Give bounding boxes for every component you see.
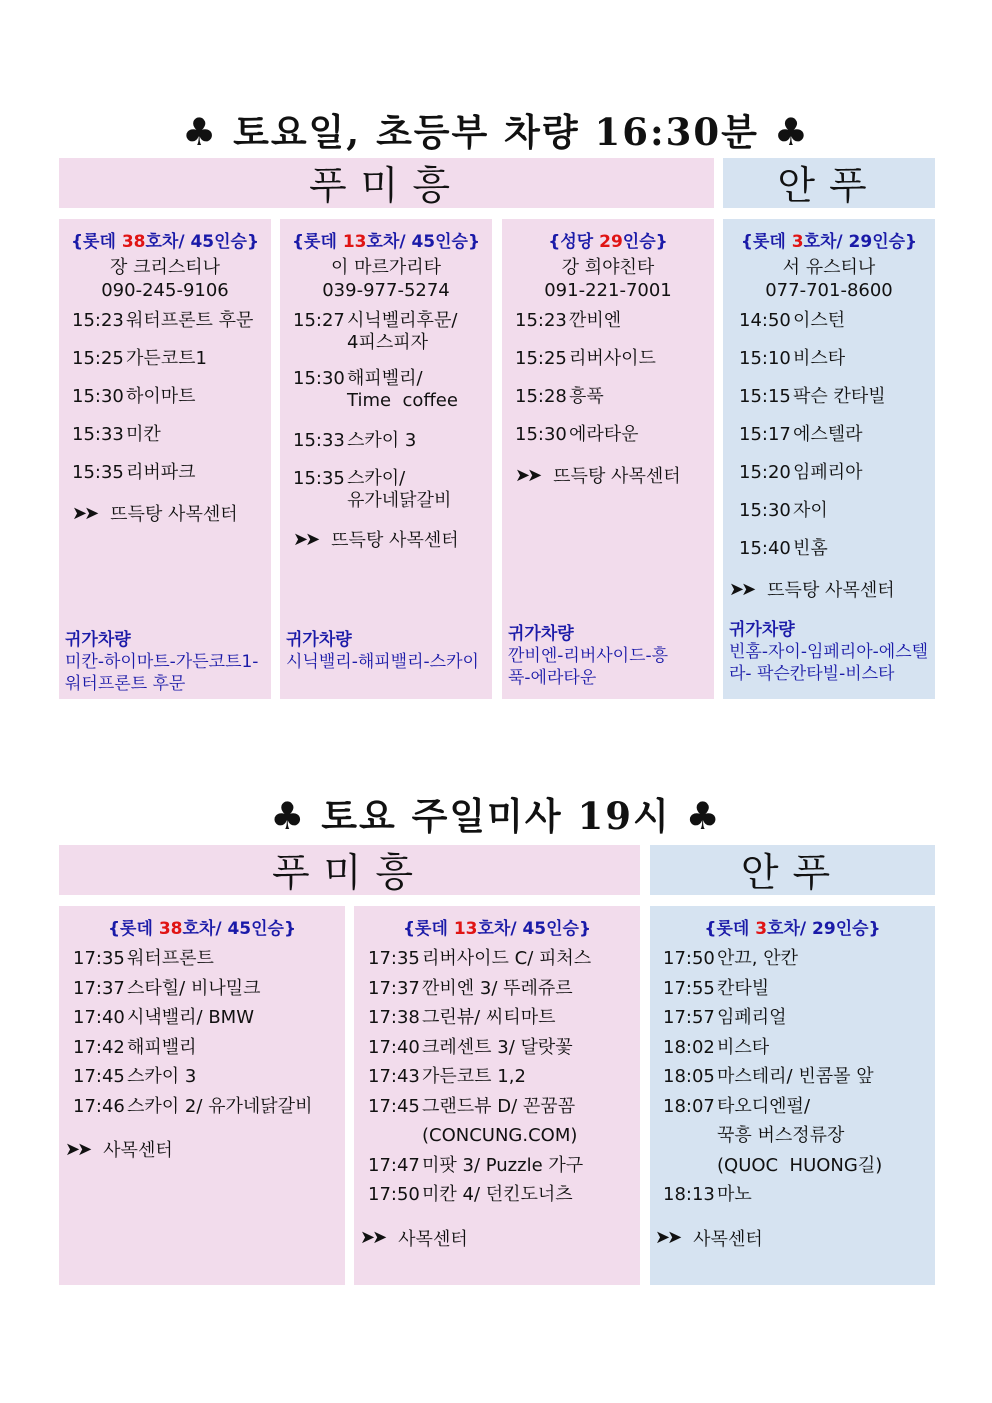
stop-row: 17:55 칸타빌	[663, 977, 770, 999]
driver-phone: 039-977-5274	[322, 280, 450, 301]
destination-row: ➤➤ 뜨득탕 사목센터	[729, 578, 895, 601]
stop-row: 14:50 이스턴	[739, 310, 846, 331]
header-right: 안푸	[723, 158, 935, 208]
bus-label: {롯데 13호차/ 45인승}	[291, 232, 481, 252]
stop-row: 15:23 깐비엔	[515, 310, 622, 331]
destination-row: ➤➤ 뜨득탕 사목센터	[515, 464, 681, 487]
double-arrow-icon: ➤➤	[360, 1227, 385, 1248]
stop-row: 17:50 미칸 4/ 던킨도너츠	[368, 1184, 573, 1205]
bus-label: {롯데 3호차/ 29인승}	[740, 232, 918, 252]
double-arrow-icon: ➤➤	[65, 1138, 90, 1160]
stop-row: 15:15 팍슨 칸타빌	[739, 386, 886, 407]
club-suit-icon: ♣	[685, 793, 722, 838]
double-arrow-icon: ➤➤	[293, 528, 318, 550]
stop-row: 15:30 에라타운	[515, 424, 639, 445]
driver-name: 강 희야친타	[561, 257, 655, 278]
club-suit-icon: ♣	[182, 109, 219, 154]
stop-row: 17:50 안끄, 안칸	[663, 948, 798, 969]
bus-label: {성당 29인승}	[548, 232, 668, 252]
section1-title: 토요일, 초등부 차량 16:30분	[233, 110, 759, 154]
stop-row: 18:02 비스타	[663, 1036, 770, 1058]
stop-row: 18:07 타오디엔펄/ 꾹흥 버스정류장 (QUOC HUONG길)	[663, 1095, 883, 1176]
double-arrow-icon: ➤➤	[72, 502, 97, 524]
stop-row: 15:30 자이	[739, 500, 828, 521]
bus-label: {롯데 38호차/ 45인승}	[107, 919, 297, 939]
section2-title: 토요 주일미사 19시	[321, 794, 671, 838]
stop-row: 17:45 그랜드뷰 D/ 꼰꿈꼼 (CONCUNG.COM)	[368, 1095, 578, 1146]
stop-row: 15:33 스카이 3	[293, 430, 417, 451]
bus-label: {롯데 3호차/ 29인승}	[704, 919, 881, 939]
return-route: 귀가차량 시닉밸리-해피밸리-스카이	[286, 630, 479, 672]
stop-row: 18:13 마노	[663, 1184, 752, 1205]
stop-row: 15:30 해피벨리/ Time coffee	[293, 368, 458, 411]
stop-row: 15:23 워터프론트 후문	[72, 310, 254, 331]
driver-phone: 077-701-8600	[765, 280, 893, 301]
mass-route-column-3	[650, 906, 935, 1285]
stop-row: 15:20 임페리아	[739, 462, 863, 483]
mass-route-column-1	[59, 906, 345, 1285]
route-column-3	[502, 219, 714, 699]
route-column-2	[280, 219, 492, 699]
stop-row: 15:28 흥푹	[515, 386, 604, 407]
section1-title-row	[0, 102, 992, 156]
stop-row: 17:38 그린뷰/ 씨티마트	[368, 1007, 556, 1028]
driver-phone: 091-221-7001	[544, 280, 672, 301]
mass-route-column-2	[354, 906, 640, 1285]
driver-name: 이 마르가리타	[330, 257, 442, 278]
stop-row: 17:37 스타힐/ 비나밀크	[73, 977, 261, 999]
destination-row: ➤➤ 사목센터	[65, 1138, 173, 1161]
driver-name: 장 크리스티나	[109, 257, 221, 278]
stop-row: 17:35 리버사이드 C/ 피처스	[368, 948, 592, 969]
return-route: 귀가차량 빈홈-자이-임페리아-에스텔라- 팍슨칸타빌-비스타	[729, 620, 929, 684]
stop-row: 17:35 워터프론트	[73, 948, 214, 969]
stop-row: 15:33 미칸	[72, 424, 161, 445]
stop-row: 17:45 스카이 3	[73, 1066, 197, 1087]
destination-row: ➤➤ 뜨득탕 사목센터	[293, 528, 459, 551]
header-left: 푸미흥	[59, 845, 640, 895]
club-suit-icon: ♣	[270, 793, 307, 838]
stop-row: 15:25 가든코트1	[72, 348, 208, 369]
driver-name: 서 유스티나	[782, 257, 876, 278]
double-arrow-icon: ➤➤	[655, 1227, 680, 1248]
stop-row: 15:17 에스텔라	[739, 424, 863, 445]
return-route: 귀가차량 깐비엔-리버사이드-흥푹-에라타운	[508, 624, 669, 688]
route-column-1	[59, 219, 271, 699]
route-column-4	[723, 219, 935, 699]
stop-row: 15:40 빈홈	[739, 538, 828, 559]
club-suit-icon: ♣	[773, 109, 810, 154]
section2-title-row	[0, 786, 992, 840]
stop-row: 17:46 스카이 2/ 유가네닭갈비	[73, 1095, 313, 1117]
header-left: 푸미흥	[59, 158, 714, 208]
double-arrow-icon: ➤➤	[515, 464, 540, 486]
header-right: 안푸	[650, 845, 935, 895]
double-arrow-icon: ➤➤	[729, 578, 754, 600]
stop-row: 15:35 스카이/ 유가네닭갈비	[293, 468, 452, 511]
stop-row: 15:35 리버파크	[72, 462, 196, 483]
bus-label: {롯데 13호차/ 45인승}	[402, 919, 592, 939]
stop-row: 17:47 미팟 3/ Puzzle 가구	[368, 1154, 584, 1176]
stop-row: 15:10 비스타	[739, 348, 846, 369]
bus-label: {롯데 38호차/ 45인승}	[70, 232, 260, 252]
stop-row: 15:25 리버사이드	[515, 348, 656, 369]
driver-phone: 090-245-9106	[101, 280, 229, 301]
destination-row: ➤➤ 사목센터	[360, 1227, 468, 1250]
destination-row: ➤➤ 뜨득탕 사목센터	[72, 502, 238, 525]
return-route: 귀가차량 미칸-하이마트-가든코트1-워터프론트 후문	[65, 630, 259, 694]
stop-row: 17:37 깐비엔 3/ 뚜레쥬르	[368, 977, 573, 999]
stop-row: 17:43 가든코트 1,2	[368, 1066, 526, 1087]
stop-row: 17:40 크레센트 3/ 달랏꽃	[368, 1036, 573, 1058]
stop-row: 17:42 해피밸리	[73, 1036, 197, 1058]
destination-row: ➤➤ 사목센터	[655, 1227, 763, 1250]
stop-row: 15:27 시닉벨리후문/ 4피스피자	[293, 310, 458, 353]
stop-row: 17:40 시낵밸리/ BMW	[73, 1007, 255, 1028]
stop-row: 17:57 임페리얼	[663, 1007, 787, 1028]
stop-row: 15:30 하이마트	[72, 386, 196, 407]
stop-row: 18:05 마스테리/ 빈콤몰 앞	[663, 1066, 874, 1087]
